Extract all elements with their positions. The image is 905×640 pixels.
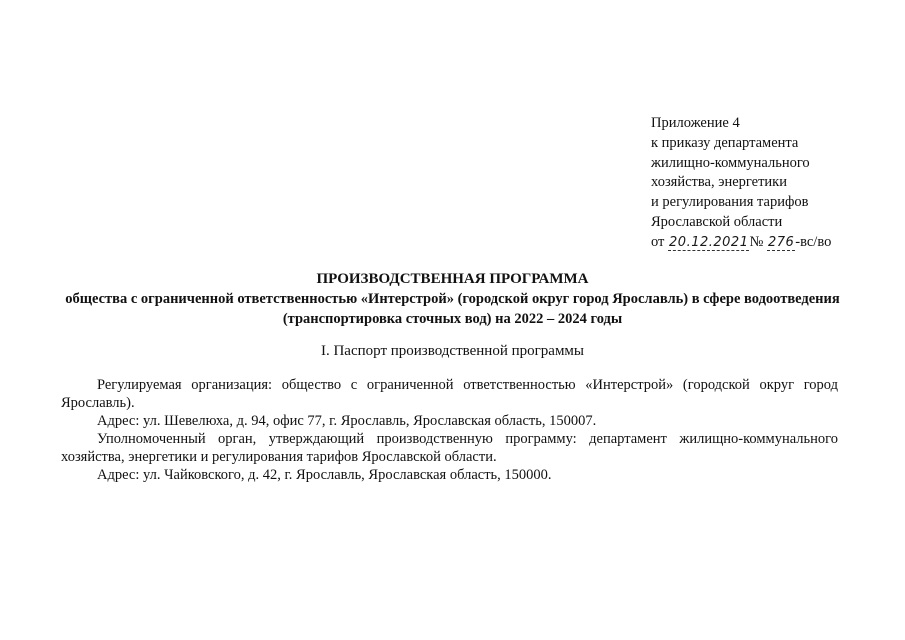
paragraph-regulated-org: Регулируемая организация: общество с ограниченной ответственностью «Интерстрой» (городской округ город Ярославль). [61, 377, 838, 411]
order-date: 20.12.2021 [669, 234, 749, 250]
program-subtitle: общества с ограниченной ответственностью «Интерстрой» (городской округ город Ярославль) в сфере водоотведения (транспортировка сточных вод) на 2022 – 2024 годы [65, 291, 840, 327]
order-prefix: от [651, 233, 665, 250]
paragraph-authority-address: Адрес: ул. Чайковского, д. 42, г. Ярославль, Ярославская область, 150000. [97, 467, 552, 483]
order-number-sign: № [749, 233, 764, 250]
appendix-line-1: Приложение 4 [651, 115, 740, 131]
program-title: ПРОИЗВОДСТВЕННАЯ ПРОГРАММА [316, 271, 589, 287]
appendix-line-5: и регулирования тарифов [651, 194, 809, 211]
order-number: 276 [767, 234, 795, 250]
appendix-line-6: Ярославской области [651, 213, 783, 230]
appendix-order-line [651, 233, 881, 253]
appendix-line-3: жилищно-коммунального [651, 154, 810, 171]
passport-body [61, 376, 838, 484]
appendix-line-4: хозяйства, энергетики [651, 174, 787, 191]
section-title: I. Паспорт производственной программы [320, 343, 585, 359]
appendix-line-2: к приказу департамента [651, 134, 799, 151]
paragraph-org-address: Адрес: ул. Шевелюха, д. 94, офис 77, г. Ярославль, Ярославская область, 150007. [97, 413, 597, 429]
paragraph-authority: Уполномоченный орган, утверждающий производственную программу: департамент жилищно-коммунального хозяйства, энергетики и регулирования тарифов Ярославской области. [61, 431, 838, 465]
appendix-block [651, 114, 881, 253]
order-suffix: -вс/во [795, 233, 832, 250]
